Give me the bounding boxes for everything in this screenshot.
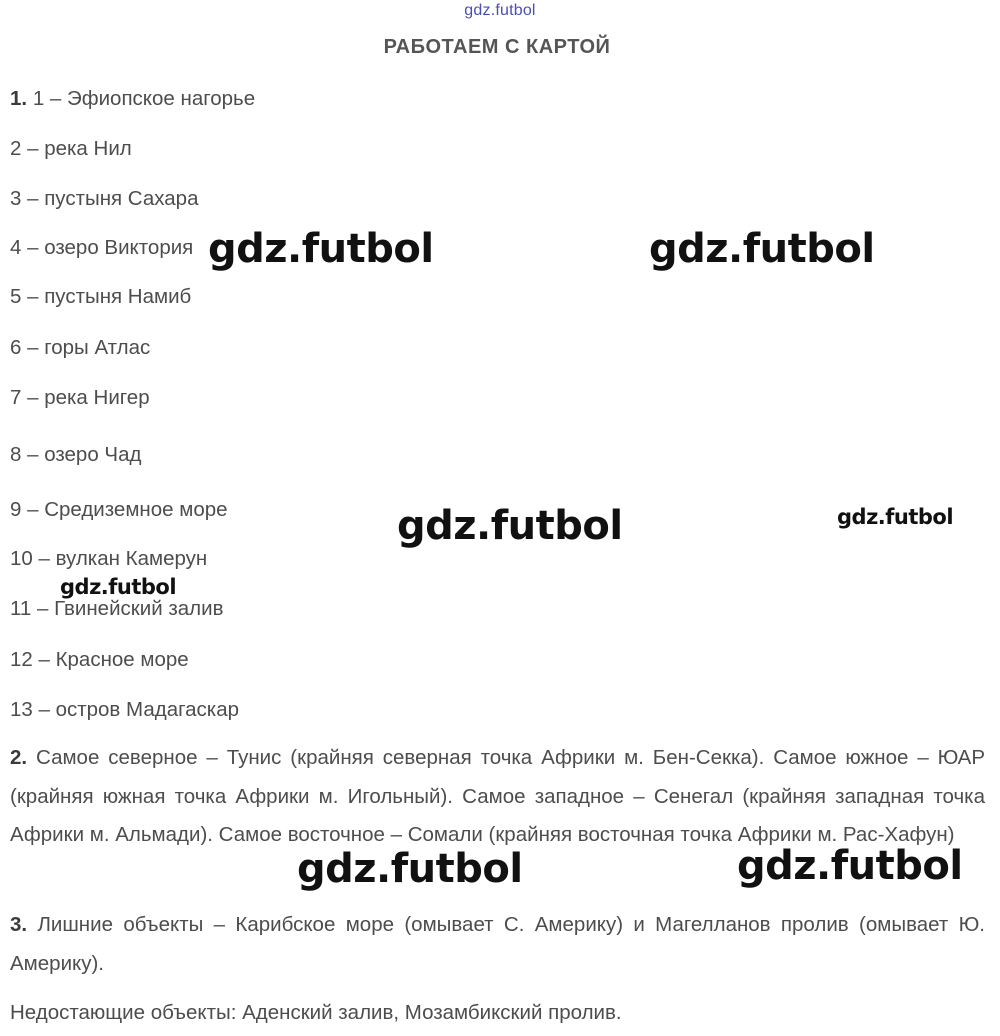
list-item: 5 – пустыня Намиб (10, 285, 192, 308)
answer-paragraph-2 (10, 739, 985, 855)
watermark: gdz.futbol (649, 226, 875, 272)
list-item: 7 – река Нигер (10, 386, 150, 409)
watermark: gdz.futbol (60, 575, 177, 599)
list-item: 6 – горы Атлас (10, 336, 151, 359)
watermark: gdz.futbol (208, 226, 434, 272)
watermark: gdz.futbol (837, 505, 954, 529)
list-item: 10 – вулкан Камерун (10, 547, 208, 570)
section-number: 2. (10, 746, 28, 769)
watermark: gdz.futbol (297, 846, 523, 892)
section-number: 3. (10, 913, 28, 936)
watermark: gdz.futbol (397, 503, 623, 549)
list-item: 11 – Гвинейский залив (10, 597, 224, 620)
list-item: 9 – Средиземное море (10, 498, 228, 521)
list-item: 13 – остров Мадагаскар (10, 698, 239, 721)
list-item-text: 1 – Эфиопское нагорье (32, 87, 256, 110)
watermark: gdz.futbol (737, 843, 963, 889)
list-item: 12 – Красное море (10, 648, 189, 671)
answer-paragraph-3 (10, 906, 985, 983)
top-watermark: gdz.futbol (464, 2, 536, 19)
answer-text: Лишние объекты – Карибское море (омывает С. Америку) и Магелланов пролив (омывает Ю. Америку). (10, 913, 985, 975)
list-item: 4 – озеро Виктория (10, 236, 194, 259)
answer-text: Самое северное – Тунис (крайняя северная точка Африки м. Бен-Секка). Самое южное – ЮАР (крайняя южная точка Африки м. Игольный). Самое западное – Сенегал (крайняя западная точка Африки м. Альмади). Самое восточное – Сомали (крайняя восточная точка Африки м. Рас-Хафун) (10, 746, 986, 846)
list-item: 8 – озеро Чад (10, 443, 142, 466)
list-item: 3 – пустыня Сахара (10, 187, 199, 210)
list-item: 2 – река Нил (10, 137, 132, 160)
section-number: 1. (10, 87, 28, 110)
page-title: РАБОТАЕМ С КАРТОЙ (383, 36, 611, 58)
missing-objects-text: Недостающие объекты: Аденский залив, Мозамбикский пролив. (10, 1001, 622, 1024)
list-item (10, 87, 255, 111)
